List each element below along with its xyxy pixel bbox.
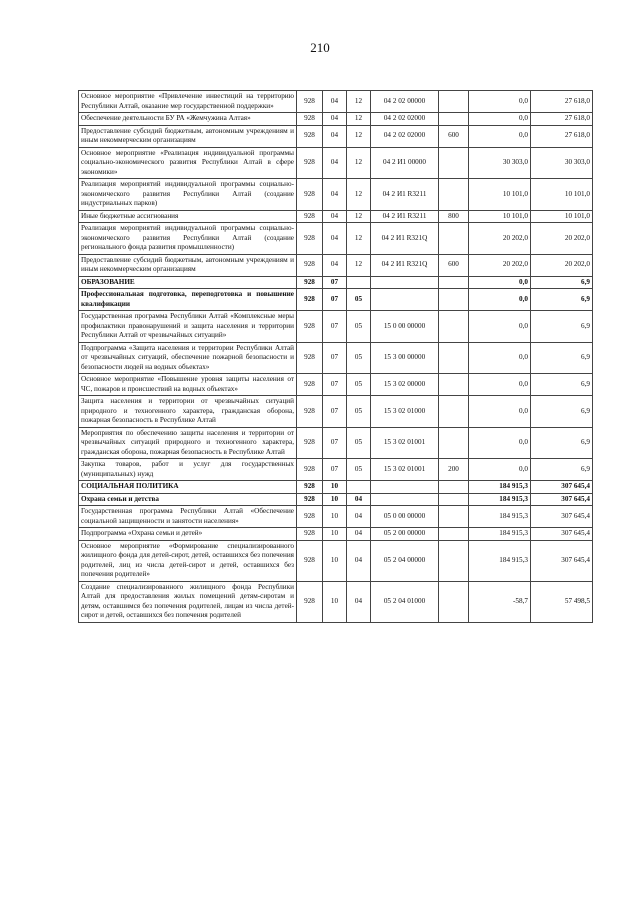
- row-amount-2: 57 498,5: [531, 581, 593, 622]
- row-amount-1: 0,0: [469, 427, 531, 459]
- row-name: Подпрограмма «Защита населения и территории Республики Алтай от чрезвычайных ситуаций, обеспечение пожарной безопасности и безопасности людей на водных объектах»: [79, 342, 297, 374]
- table-row: [79, 311, 593, 343]
- row-section-code: 10: [323, 481, 347, 494]
- row-amount-2: 10 101,0: [531, 179, 593, 211]
- row-expense-type-code: [439, 528, 469, 541]
- row-target-article-code: 15 3 02 01000: [371, 396, 439, 428]
- row-name: Основное мероприятие «Привлечение инвестиций на территорию Республики Алтай, оказание мер государственной поддержки»: [79, 91, 297, 113]
- row-amount-1: 0,0: [469, 125, 531, 147]
- row-name: Основное мероприятие «Реализация индивидуальной программы социально-экономического развития Республики Алтай в сфере экономики»: [79, 147, 297, 179]
- row-amount-1: 0,0: [469, 374, 531, 396]
- table-row: [79, 254, 593, 276]
- row-name: Защита населения и территории от чрезвычайных ситуаций природного и техногенного характера, гражданская оборона, пожарная безопасность в Республике Алтай: [79, 396, 297, 428]
- row-expense-type-code: [439, 113, 469, 126]
- row-name: Предоставление субсидий бюджетным, автономным учреждениям и иным некоммерческим организациям: [79, 254, 297, 276]
- row-target-article-code: 15 3 02 00000: [371, 374, 439, 396]
- row-amount-1: 10 101,0: [469, 179, 531, 211]
- row-amount-2: 6,9: [531, 374, 593, 396]
- row-name: Мероприятия по обеспечению защиты населения и территории от чрезвычайных ситуаций природного и техногенного характера, гражданская оборона, пожарная безопасность в Республике Алтай: [79, 427, 297, 459]
- row-amount-2: 6,9: [531, 396, 593, 428]
- row-target-article-code: [371, 289, 439, 311]
- row-amount-2: 6,9: [531, 311, 593, 343]
- row-target-article-code: 04 2 02 02000: [371, 113, 439, 126]
- row-subsection-code: 05: [347, 342, 371, 374]
- row-amount-2: 307 645,4: [531, 481, 593, 494]
- row-section-code: 07: [323, 396, 347, 428]
- row-amount-1: 0,0: [469, 342, 531, 374]
- row-subsection-code: 12: [347, 147, 371, 179]
- row-section-code: 07: [323, 311, 347, 343]
- table-row: [79, 125, 593, 147]
- row-name: Реализация мероприятий индивидуальной программы социально-экономического развития Республики Алтай (создание регионального фонда развития промышленности): [79, 223, 297, 255]
- row-grbs-code: 928: [297, 254, 323, 276]
- row-subsection-code: 05: [347, 427, 371, 459]
- row-target-article-code: 04 2 02 00000: [371, 91, 439, 113]
- table-row: [79, 396, 593, 428]
- row-amount-1: 0,0: [469, 396, 531, 428]
- row-subsection-code: [347, 276, 371, 289]
- row-target-article-code: [371, 276, 439, 289]
- row-section-code: 10: [323, 493, 347, 506]
- row-section-code: 10: [323, 581, 347, 622]
- row-target-article-code: 04 2 02 02000: [371, 125, 439, 147]
- table-row: [79, 528, 593, 541]
- row-amount-2: 20 202,0: [531, 254, 593, 276]
- row-amount-1: 30 303,0: [469, 147, 531, 179]
- row-subsection-code: 05: [347, 459, 371, 481]
- row-grbs-code: 928: [297, 459, 323, 481]
- row-grbs-code: 928: [297, 276, 323, 289]
- row-section-code: 10: [323, 506, 347, 528]
- row-name: Закупка товаров, работ и услуг для государственных (муниципальных) нужд: [79, 459, 297, 481]
- row-grbs-code: 928: [297, 147, 323, 179]
- row-subsection-code: 05: [347, 374, 371, 396]
- table-row: [79, 493, 593, 506]
- row-section-code: 04: [323, 125, 347, 147]
- row-expense-type-code: [439, 581, 469, 622]
- row-section-code: 10: [323, 540, 347, 581]
- row-grbs-code: 928: [297, 506, 323, 528]
- row-amount-1: 0,0: [469, 459, 531, 481]
- row-amount-2: 307 645,4: [531, 540, 593, 581]
- row-target-article-code: 04 2 И1 00000: [371, 147, 439, 179]
- row-grbs-code: 928: [297, 481, 323, 494]
- row-subsection-code: 12: [347, 91, 371, 113]
- table-row: [79, 374, 593, 396]
- row-expense-type-code: [439, 311, 469, 343]
- row-name: Обеспечение деятельности БУ РА «Жемчужина Алтая»: [79, 113, 297, 126]
- row-amount-2: 27 618,0: [531, 125, 593, 147]
- row-grbs-code: 928: [297, 179, 323, 211]
- row-grbs-code: 928: [297, 528, 323, 541]
- row-target-article-code: 15 3 02 01001: [371, 459, 439, 481]
- row-target-article-code: 15 3 00 00000: [371, 342, 439, 374]
- row-subsection-code: 12: [347, 223, 371, 255]
- row-name: Государственная программа Республики Алтай «Обеспечение социальной защищенности и занятости населения»: [79, 506, 297, 528]
- row-amount-2: 6,9: [531, 289, 593, 311]
- row-amount-1: 0,0: [469, 311, 531, 343]
- row-target-article-code: 04 2 И1 R3211: [371, 210, 439, 223]
- table-row: [79, 276, 593, 289]
- row-amount-2: 27 618,0: [531, 91, 593, 113]
- row-amount-1: 0,0: [469, 289, 531, 311]
- row-subsection-code: [347, 481, 371, 494]
- row-target-article-code: 05 2 04 01000: [371, 581, 439, 622]
- row-subsection-code: 05: [347, 311, 371, 343]
- row-subsection-code: 12: [347, 254, 371, 276]
- row-target-article-code: 05 2 04 00000: [371, 540, 439, 581]
- row-target-article-code: 04 2 И1 R321Q: [371, 254, 439, 276]
- row-target-article-code: 05 0 00 00000: [371, 506, 439, 528]
- row-grbs-code: 928: [297, 125, 323, 147]
- row-grbs-code: 928: [297, 493, 323, 506]
- row-grbs-code: 928: [297, 289, 323, 311]
- row-amount-2: 6,9: [531, 427, 593, 459]
- row-amount-2: 6,9: [531, 276, 593, 289]
- table-row: [79, 427, 593, 459]
- row-target-article-code: [371, 493, 439, 506]
- row-expense-type-code: 800: [439, 210, 469, 223]
- row-expense-type-code: [439, 289, 469, 311]
- table-row: [79, 113, 593, 126]
- table-row: [79, 147, 593, 179]
- row-amount-1: 0,0: [469, 276, 531, 289]
- budget-table: [78, 90, 593, 623]
- row-expense-type-code: [439, 179, 469, 211]
- row-grbs-code: 928: [297, 91, 323, 113]
- row-amount-1: 184 915,3: [469, 493, 531, 506]
- row-subsection-code: 12: [347, 125, 371, 147]
- row-name: Предоставление субсидий бюджетным, автономным учреждениям и иным некоммерческим организациям: [79, 125, 297, 147]
- row-section-code: 10: [323, 528, 347, 541]
- row-target-article-code: [371, 481, 439, 494]
- row-subsection-code: 05: [347, 289, 371, 311]
- row-name: Создание специализированного жилищного фонда Республики Алтай для предоставления жилых помещений детям-сиротам и детям, оставшимся без попечения родителей, лицам из числа детей-сирот и детей, оставшихся без попечения родителей: [79, 581, 297, 622]
- row-grbs-code: 928: [297, 342, 323, 374]
- row-name: ОБРАЗОВАНИЕ: [79, 276, 297, 289]
- row-grbs-code: 928: [297, 210, 323, 223]
- row-section-code: 04: [323, 147, 347, 179]
- row-amount-1: 0,0: [469, 91, 531, 113]
- row-target-article-code: 04 2 И1 R3211: [371, 179, 439, 211]
- budget-table-body: [79, 91, 593, 623]
- row-subsection-code: 04: [347, 540, 371, 581]
- row-target-article-code: 04 2 И1 R321Q: [371, 223, 439, 255]
- row-grbs-code: 928: [297, 374, 323, 396]
- row-expense-type-code: [439, 91, 469, 113]
- row-grbs-code: 928: [297, 540, 323, 581]
- row-amount-2: 307 645,4: [531, 506, 593, 528]
- table-row: [79, 91, 593, 113]
- row-amount-2: 6,9: [531, 342, 593, 374]
- row-expense-type-code: [439, 540, 469, 581]
- row-grbs-code: 928: [297, 311, 323, 343]
- row-subsection-code: 12: [347, 113, 371, 126]
- row-subsection-code: 04: [347, 581, 371, 622]
- row-amount-1: 20 202,0: [469, 223, 531, 255]
- row-subsection-code: 05: [347, 396, 371, 428]
- row-expense-type-code: 600: [439, 125, 469, 147]
- row-target-article-code: 05 2 00 00000: [371, 528, 439, 541]
- row-expense-type-code: [439, 506, 469, 528]
- table-row: [79, 506, 593, 528]
- row-section-code: 07: [323, 276, 347, 289]
- row-section-code: 04: [323, 179, 347, 211]
- row-section-code: 07: [323, 374, 347, 396]
- row-amount-2: 307 645,4: [531, 493, 593, 506]
- row-amount-1: 184 915,3: [469, 506, 531, 528]
- row-subsection-code: 04: [347, 506, 371, 528]
- row-amount-2: 30 303,0: [531, 147, 593, 179]
- table-row: [79, 459, 593, 481]
- row-name: Иные бюджетные ассигнования: [79, 210, 297, 223]
- table-row: [79, 342, 593, 374]
- row-target-article-code: 15 0 00 00000: [371, 311, 439, 343]
- row-amount-1: -58,7: [469, 581, 531, 622]
- row-name: СОЦИАЛЬНАЯ ПОЛИТИКА: [79, 481, 297, 494]
- row-amount-1: 10 101,0: [469, 210, 531, 223]
- page-number: 210: [310, 40, 330, 55]
- row-section-code: 07: [323, 427, 347, 459]
- row-section-code: 04: [323, 91, 347, 113]
- row-section-code: 04: [323, 254, 347, 276]
- table-row: [79, 179, 593, 211]
- row-expense-type-code: 600: [439, 254, 469, 276]
- row-expense-type-code: [439, 276, 469, 289]
- row-section-code: 07: [323, 289, 347, 311]
- row-expense-type-code: [439, 223, 469, 255]
- row-expense-type-code: [439, 374, 469, 396]
- row-grbs-code: 928: [297, 427, 323, 459]
- row-expense-type-code: 200: [439, 459, 469, 481]
- row-grbs-code: 928: [297, 581, 323, 622]
- table-row: [79, 481, 593, 494]
- row-subsection-code: 12: [347, 210, 371, 223]
- row-name: Реализация мероприятий индивидуальной программы социально-экономического развития Республики Алтай (создание индустриальных парков): [79, 179, 297, 211]
- row-subsection-code: 12: [347, 179, 371, 211]
- row-amount-2: 20 202,0: [531, 223, 593, 255]
- row-section-code: 04: [323, 210, 347, 223]
- row-name: Основное мероприятие «Формирование специализированного жилищного фонда для детей-сирот, детей, оставшихся без попечения родителей, лиц из числа детей-сирот и детей, оставшихся без попечения родителей»: [79, 540, 297, 581]
- row-expense-type-code: [439, 147, 469, 179]
- row-section-code: 04: [323, 113, 347, 126]
- row-grbs-code: 928: [297, 113, 323, 126]
- row-expense-type-code: [439, 481, 469, 494]
- row-subsection-code: 04: [347, 493, 371, 506]
- row-amount-2: 6,9: [531, 459, 593, 481]
- row-name: Охрана семьи и детства: [79, 493, 297, 506]
- table-row: [79, 223, 593, 255]
- row-section-code: 07: [323, 459, 347, 481]
- row-amount-2: 27 618,0: [531, 113, 593, 126]
- row-expense-type-code: [439, 342, 469, 374]
- row-subsection-code: 04: [347, 528, 371, 541]
- row-amount-1: 184 915,3: [469, 481, 531, 494]
- row-section-code: 07: [323, 342, 347, 374]
- row-target-article-code: 15 3 02 01001: [371, 427, 439, 459]
- row-name: Основное мероприятие «Повышение уровня защиты населения от ЧС, пожаров и происшествий на водных объектах»: [79, 374, 297, 396]
- table-row: [79, 210, 593, 223]
- row-expense-type-code: [439, 396, 469, 428]
- row-grbs-code: 928: [297, 396, 323, 428]
- row-grbs-code: 928: [297, 223, 323, 255]
- row-name: Подпрограмма «Охрана семьи и детей»: [79, 528, 297, 541]
- table-row: [79, 581, 593, 622]
- row-name: Профессиональная подготовка, переподготовка и повышение квалификации: [79, 289, 297, 311]
- row-amount-2: 10 101,0: [531, 210, 593, 223]
- row-amount-1: 0,0: [469, 113, 531, 126]
- row-amount-1: 20 202,0: [469, 254, 531, 276]
- row-name: Государственная программа Республики Алтай «Комплексные меры профилактики правонарушений и защита населения и территории Республики Алтай от чрезвычайных ситуаций»: [79, 311, 297, 343]
- row-amount-1: 184 915,3: [469, 540, 531, 581]
- row-section-code: 04: [323, 223, 347, 255]
- table-row: [79, 540, 593, 581]
- row-expense-type-code: [439, 493, 469, 506]
- row-amount-1: 184 915,3: [469, 528, 531, 541]
- row-expense-type-code: [439, 427, 469, 459]
- row-amount-2: 307 645,4: [531, 528, 593, 541]
- table-row: [79, 289, 593, 311]
